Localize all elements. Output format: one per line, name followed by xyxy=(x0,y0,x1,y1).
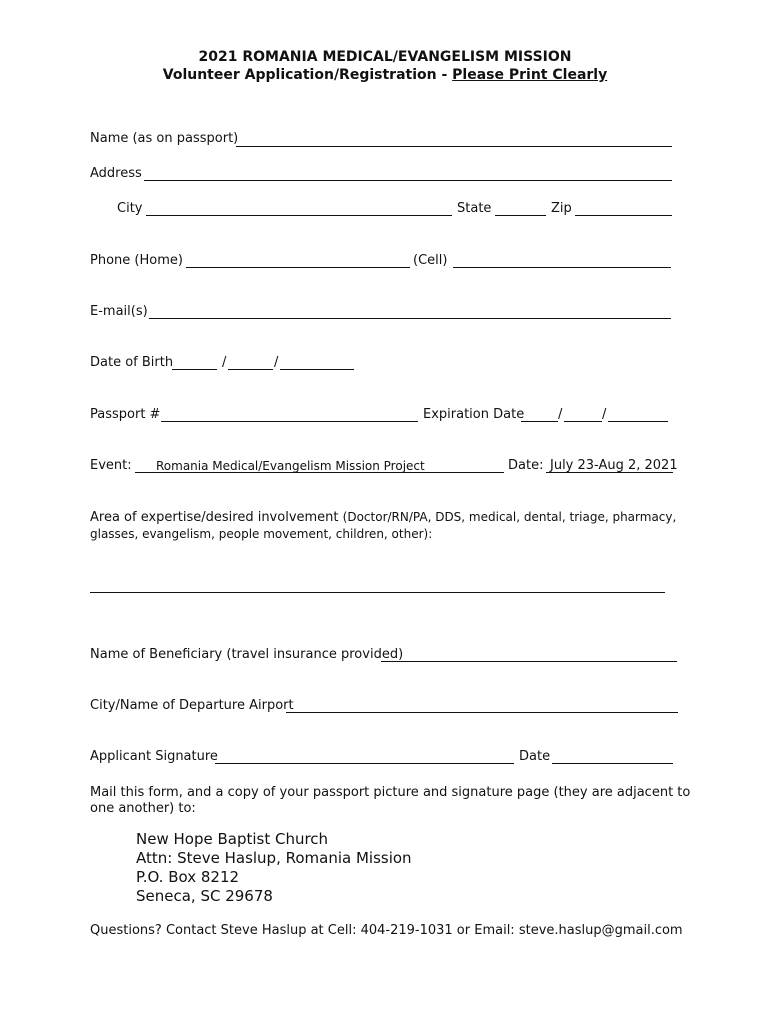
subtitle-prefix: Volunteer Application/Registration - xyxy=(162,67,453,83)
mail-instructions-1: Mail this form, and a copy of your passport picture and signature page (they are adjacent to xyxy=(90,785,691,800)
mail-address-line: Attn: Steve Haslup, Romania Mission xyxy=(136,849,412,867)
exp-day-field[interactable] xyxy=(564,421,602,422)
address-label: Address xyxy=(90,166,142,181)
expertise-text: Area of expertise/desired involvement xyxy=(90,510,339,525)
address-field[interactable] xyxy=(144,180,672,181)
mail-address-line: P.O. Box 8212 xyxy=(136,868,240,886)
expertise-hint-2: glasses, evangelism, people movement, children, other): xyxy=(90,527,433,541)
passport-field[interactable] xyxy=(161,421,418,422)
subtitle-emphasis: Please Print Clearly xyxy=(452,67,608,83)
event-date-value: July 23-Aug 2, 2021 xyxy=(550,458,678,473)
city-label: City xyxy=(117,201,143,216)
zip-field[interactable] xyxy=(575,215,672,216)
name-field[interactable] xyxy=(236,146,672,147)
departure-label: City/Name of Departure Airport xyxy=(90,698,294,713)
signature-date-label: Date xyxy=(519,749,551,764)
expertise-hint-1: (Doctor/RN/PA, DDS, medical, dental, triage, pharmacy, xyxy=(342,510,677,524)
dob-month-field[interactable] xyxy=(172,369,217,370)
passport-label: Passport # xyxy=(90,407,161,422)
dob-slash-1: / xyxy=(222,355,227,370)
expertise-label xyxy=(90,509,676,526)
event-value: Romania Medical/Evangelism Mission Project xyxy=(156,459,425,473)
mail-address-line: Seneca, SC 29678 xyxy=(136,887,273,905)
expiration-label: Expiration Date xyxy=(423,407,525,422)
event-date-label: Date: xyxy=(508,458,544,473)
phone-cell-field[interactable] xyxy=(453,267,671,268)
form-subtitle xyxy=(0,66,770,84)
dob-label: Date of Birth xyxy=(90,355,174,370)
dob-slash-2: / xyxy=(274,355,279,370)
phone-cell-label: (Cell) xyxy=(413,253,448,268)
dob-year-field[interactable] xyxy=(280,369,354,370)
expertise-field[interactable] xyxy=(90,592,665,593)
exp-month-field[interactable] xyxy=(521,421,558,422)
form-title: 2021 ROMANIA MEDICAL/EVANGELISM MISSION xyxy=(198,49,572,65)
mail-address-line: New Hope Baptist Church xyxy=(136,830,329,848)
signature-label: Applicant Signature xyxy=(90,749,218,764)
zip-label: Zip xyxy=(551,201,572,216)
signature-date-field[interactable] xyxy=(552,763,673,764)
dob-day-field[interactable] xyxy=(228,369,273,370)
beneficiary-label: Name of Beneficiary (travel insurance provided) xyxy=(90,647,404,662)
exp-year-field[interactable] xyxy=(608,421,668,422)
state-field[interactable] xyxy=(495,215,546,216)
phone-home-label: Phone (Home) xyxy=(90,253,183,268)
mail-instructions-2: one another) to: xyxy=(90,801,196,816)
phone-home-field[interactable] xyxy=(186,267,410,268)
name-label: Name (as on passport) xyxy=(90,131,239,146)
email-field[interactable] xyxy=(149,318,671,319)
exp-slash-2: / xyxy=(602,407,607,422)
email-label: E-mail(s) xyxy=(90,304,148,319)
departure-field[interactable] xyxy=(286,712,678,713)
city-field[interactable] xyxy=(146,215,452,216)
signature-field[interactable] xyxy=(215,763,514,764)
state-label: State xyxy=(457,201,492,216)
event-label: Event: xyxy=(90,458,132,473)
contact-info: Questions? Contact Steve Haslup at Cell: 404-219-1031 or Email: steve.haslup@gmail.com xyxy=(90,923,683,938)
exp-slash-1: / xyxy=(558,407,563,422)
beneficiary-field[interactable] xyxy=(381,661,677,662)
